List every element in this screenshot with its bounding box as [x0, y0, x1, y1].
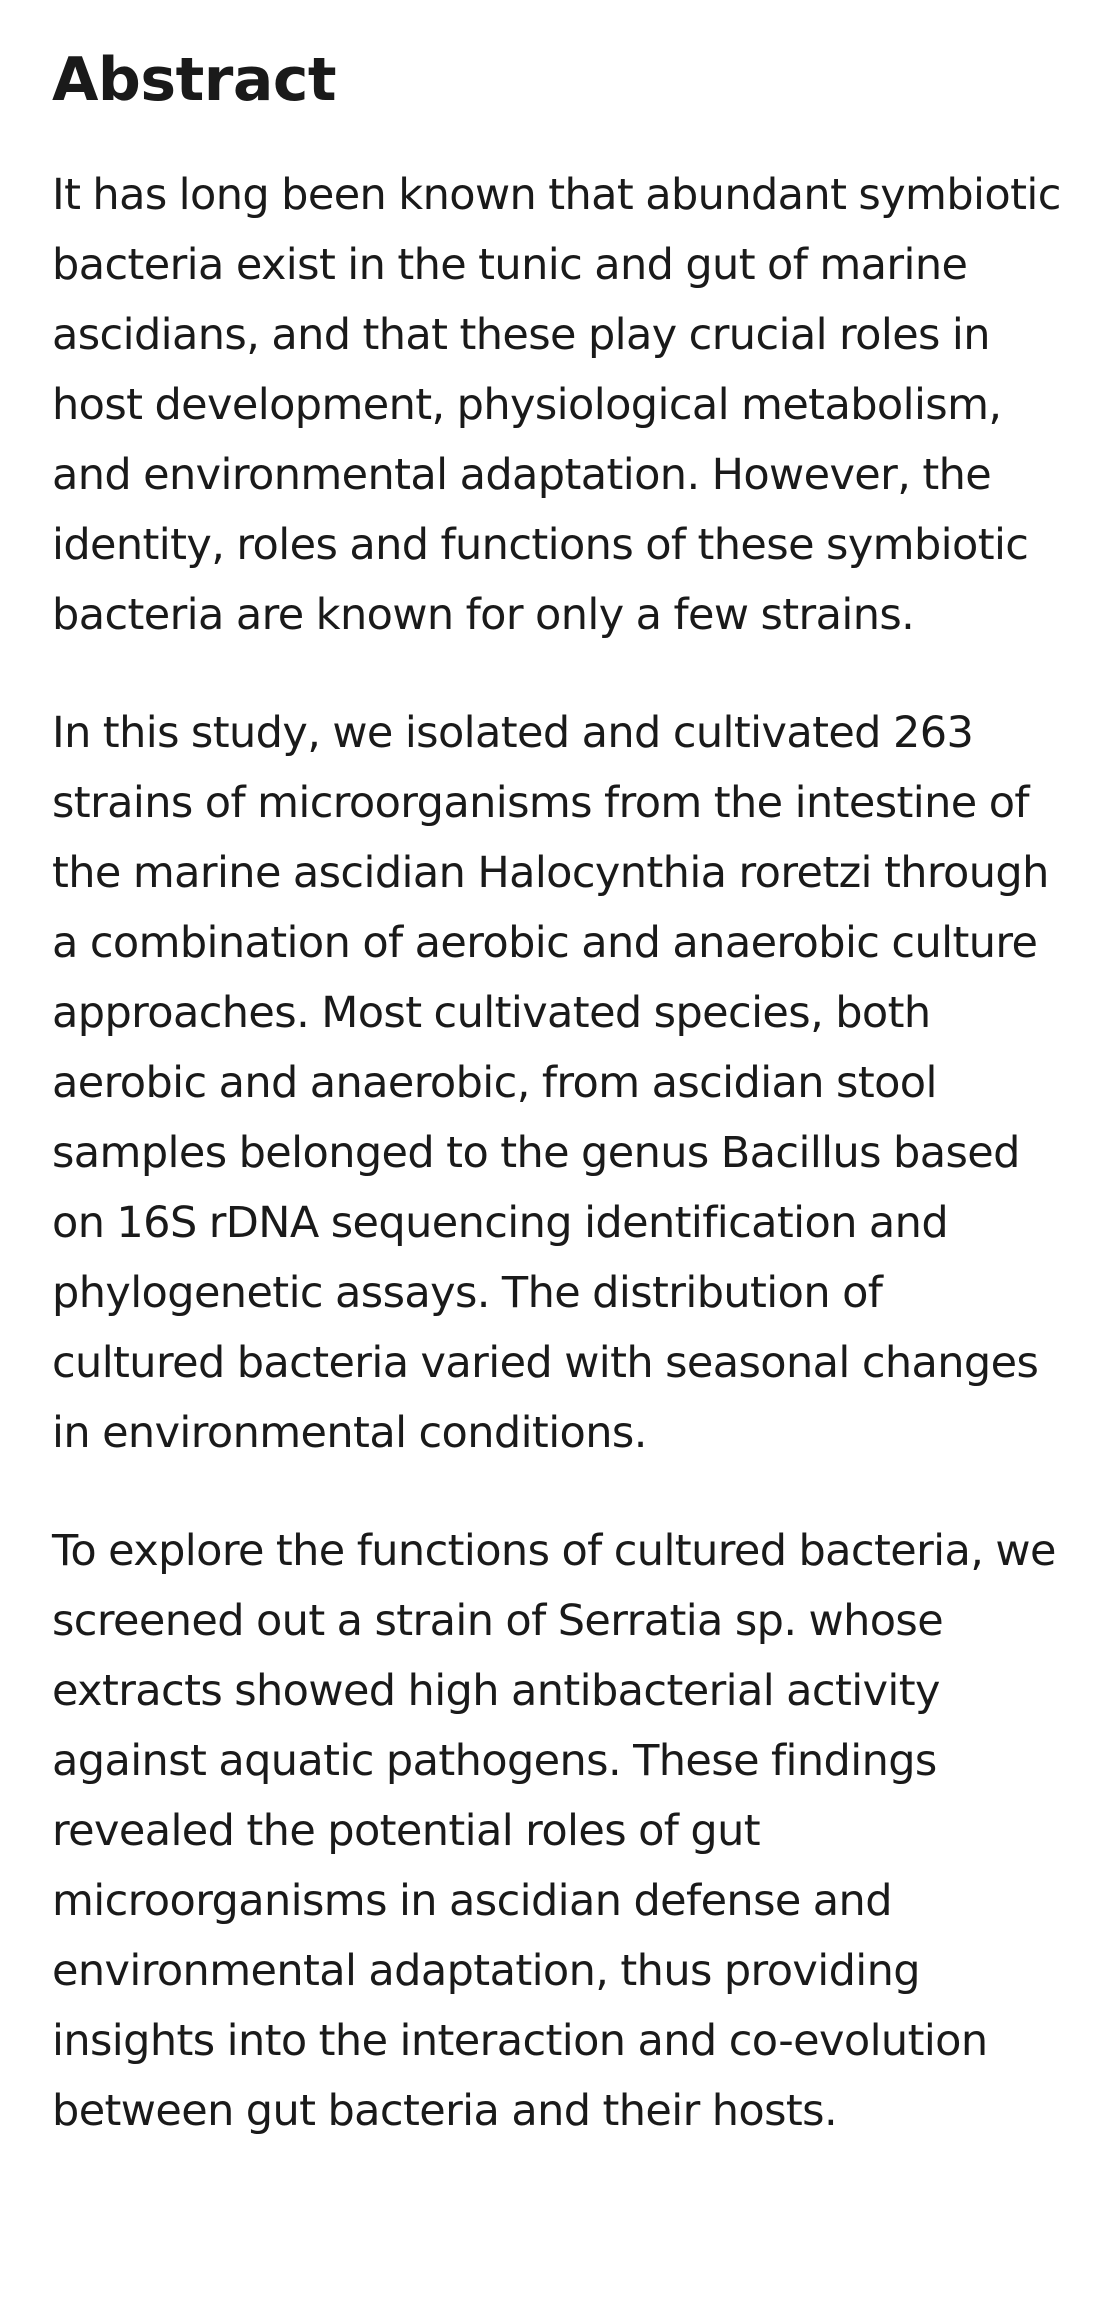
abstract-paragraph-1: It has long been known that abundant symbiotic bacteria exist in the tunic and gut of marine ascidians, and that these play crucial roles in host development, physiological metabolism, and environmental adaptation. However, the identity, roles and functions of these symbiotic bacteria are known for only a few strains.	[52, 170, 1061, 640]
abstract-paragraph-2: In this study, we isolated and cultivated 263 strains of microorganisms from the intestine of the marine ascidian Halocynthia roretzi through a combination of aerobic and anaerobic culture approaches. Most cultivated species, both aerobic and anaerobic, from ascidian stool samples belonged to the genus Bacillus based on 16S rDNA sequencing identification and phylogenetic assays. The distribution of cultured bacteria varied with seasonal changes in environmental conditions.	[52, 708, 1049, 1458]
abstract-heading: Abstract	[52, 45, 337, 115]
abstract-paragraph-3: To explore the functions of cultured bacteria, we screened out a strain of Serratia sp. whose extracts showed high antibacterial activity against aquatic pathogens. These findings revealed the potential roles of gut microorganisms in ascidian defense and environmental adaptation, thus providing insights into the interaction and co-evolution between gut bacteria and their hosts.	[52, 1526, 1056, 2136]
